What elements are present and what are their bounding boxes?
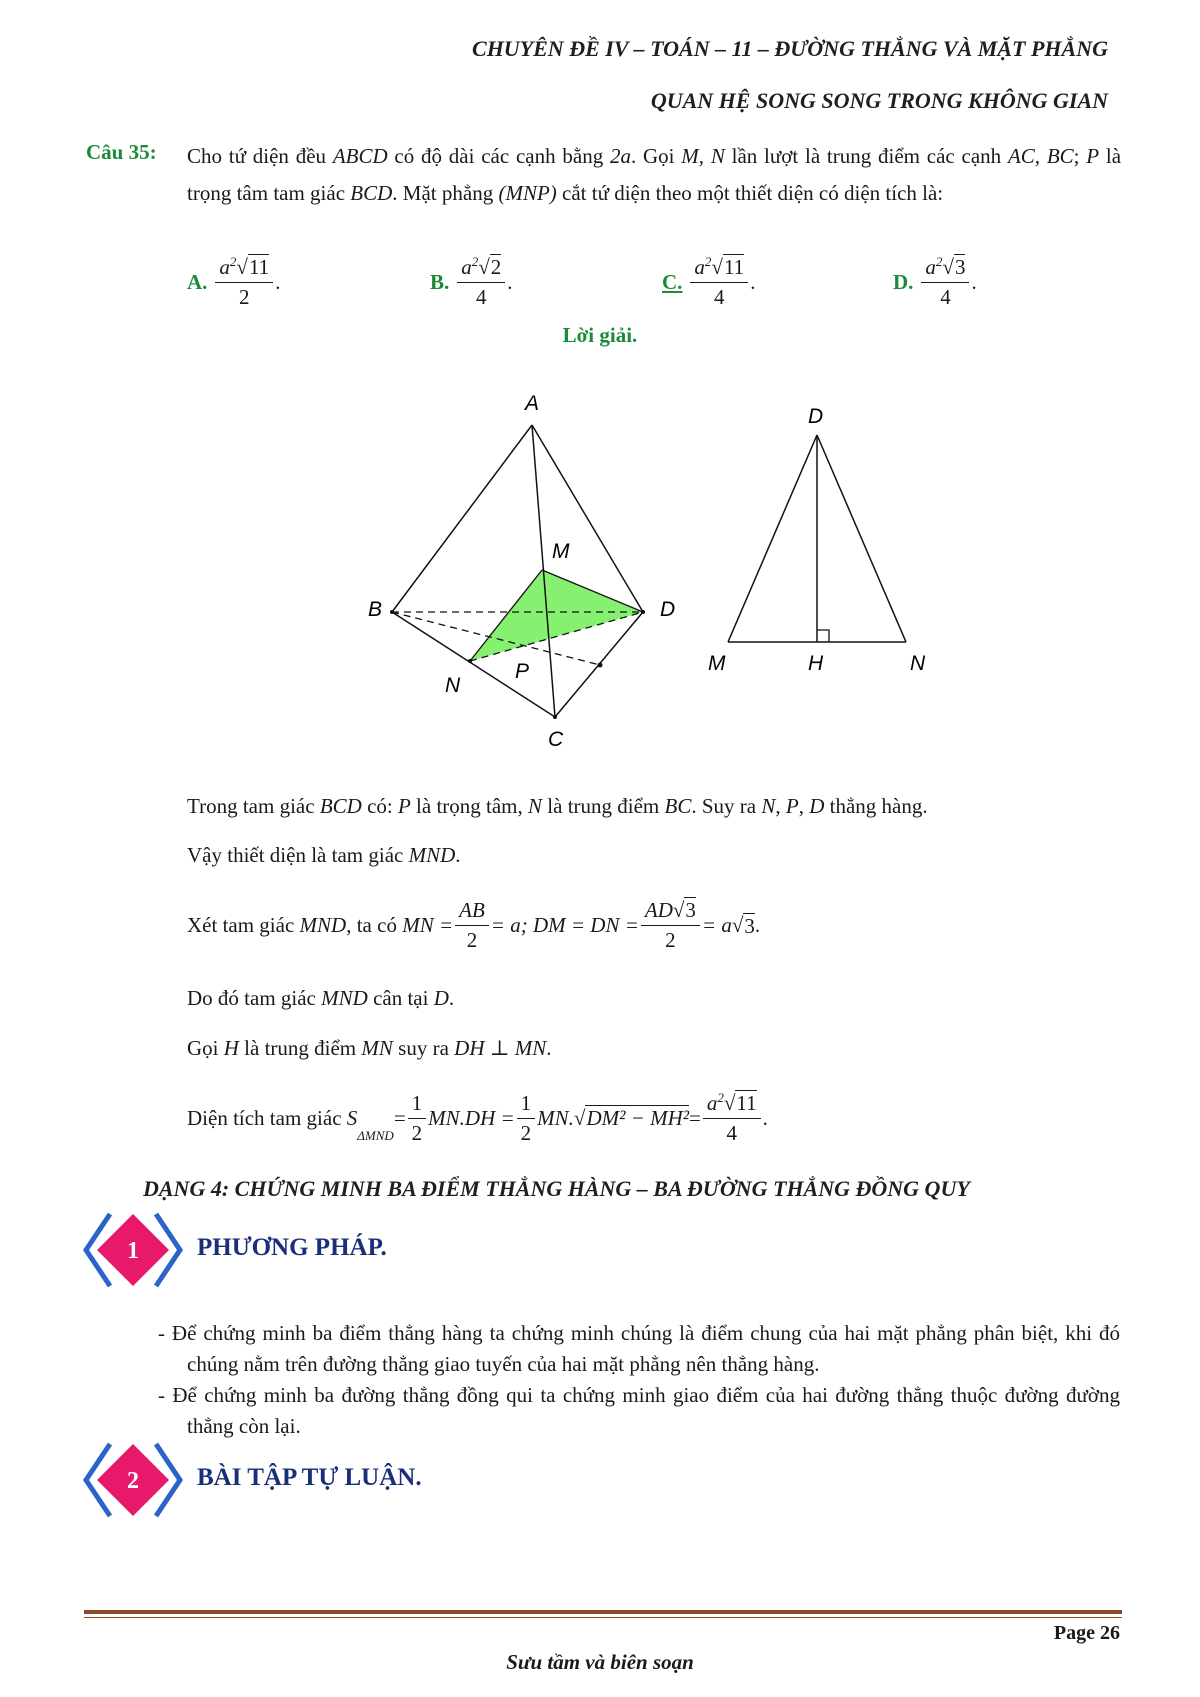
edge-ab xyxy=(392,425,532,612)
option-b[interactable]: B. $\frac{a^2√2}{4}$ . xyxy=(430,254,513,309)
solution-line-3: Xét tam giác MND , ta có MN = $\frac{AB}{2}$ = a; DM = DN = $\frac{AD√3}{2}$ = a √ 3 . xyxy=(187,898,761,952)
footer-credit: Sưu tầm và biên soạn xyxy=(506,1650,694,1674)
option-d[interactable]: D. $\frac{a^2√3}{4}$ . xyxy=(893,254,977,309)
side-dn xyxy=(817,435,906,642)
method-item-2: - Để chứng minh ba đường thẳng đồng qui ta chứng minh giao điểm của hai đường thẳng thuộc đường đường thẳng còn lại. xyxy=(158,1383,1120,1438)
header-line-1: CHUYÊN ĐỀ IV – TOÁN – 11 – ĐƯỜNG THẲNG VÀ MẶT PHẲNG xyxy=(472,36,1108,61)
section-2-title: BÀI TẬP TỰ LUẬN. xyxy=(197,1464,422,1491)
svg-text:1: 1 xyxy=(127,1238,139,1264)
label-d: D xyxy=(660,598,676,621)
footer-rule xyxy=(84,1610,1122,1614)
question-text: Cho tứ diện đều ABCD có độ dài các cạnh bằng 2a. Gọi M, N lần lượt là trung điểm các cạnh AC, BC; P là trọng tâm tam giác BCD. Mặt phẳng (MNP) cắt tứ diện theo một thiết diện có diện tích là: xyxy=(187,144,1122,205)
side-dm xyxy=(728,435,817,642)
method-item-1: - Để chứng minh ba điểm thẳng hàng ta chứng minh chúng là điểm chung của hai mặt phẳng phân biệt, khi đó chúng nằm trên đường thẳng giao tuyến của hai mặt phẳng nên thẳng hàng. xyxy=(158,1321,1120,1376)
label-p: P xyxy=(515,660,530,683)
label-b: B xyxy=(368,598,383,621)
solution-line-1: Trong tam giác BCD có: P là trọng tâm, N là trung điểm BC. Suy ra N, P, D thẳng hàng. xyxy=(187,794,928,818)
method-paragraph xyxy=(158,1318,1120,1442)
dang-heading: DẠNG 4: CHỨNG MINH BA ĐIỂM THẲNG HÀNG – BA ĐƯỜNG THẲNG ĐỒNG QUY xyxy=(143,1176,970,1201)
label-n: N xyxy=(445,674,461,697)
option-a[interactable]: A. $\frac{a^2√11}{2}$ . xyxy=(187,254,281,309)
solution-line-5: Gọi H là trung điểm MN suy ra DH ⊥ MN. xyxy=(187,1036,552,1060)
label-a: A xyxy=(525,392,540,415)
question-label: Câu 35: xyxy=(86,140,157,164)
section-2-badge xyxy=(82,1440,192,1520)
label-n-right: N xyxy=(910,652,926,675)
svg-text:2: 2 xyxy=(127,1468,139,1494)
point-dot xyxy=(598,663,603,668)
solution-title: Lời giải. xyxy=(562,323,638,347)
label-m-right: M xyxy=(708,652,726,675)
label-m: M xyxy=(552,540,570,563)
geometry-figure xyxy=(330,380,970,760)
solution-line-2: Vậy thiết diện là tam giác MND. xyxy=(187,843,461,867)
option-c[interactable]: C. $\frac{a^2√11}{4}$ . xyxy=(662,254,756,309)
section-triangle-mnd xyxy=(470,570,643,661)
page-number: Page 26 xyxy=(1053,1622,1120,1644)
solution-line-6: Diện tích tam giác S ΔMND = $\frac{1}{2}$ MN.DH = $\frac{1}{2}$ MN. √ DM² − MH² = $\frac{a^2√11}{4}$ . xyxy=(187,1090,768,1145)
label-d-right: D xyxy=(808,405,824,428)
right-angle-mark xyxy=(817,630,829,642)
solution-line-4: Do đó tam giác MND cân tại D. xyxy=(187,986,455,1010)
label-h-right: H xyxy=(808,652,824,675)
section-1-title: PHƯƠNG PHÁP. xyxy=(197,1234,387,1261)
triangle-mnd-figure xyxy=(708,405,926,675)
tetrahedron-figure xyxy=(368,392,675,751)
label-c: C xyxy=(548,728,564,751)
section-1-badge xyxy=(82,1210,192,1290)
header-line-2: QUAN HỆ SONG SONG TRONG KHÔNG GIAN xyxy=(650,88,1108,113)
footer-rule-thin xyxy=(84,1617,1122,1618)
